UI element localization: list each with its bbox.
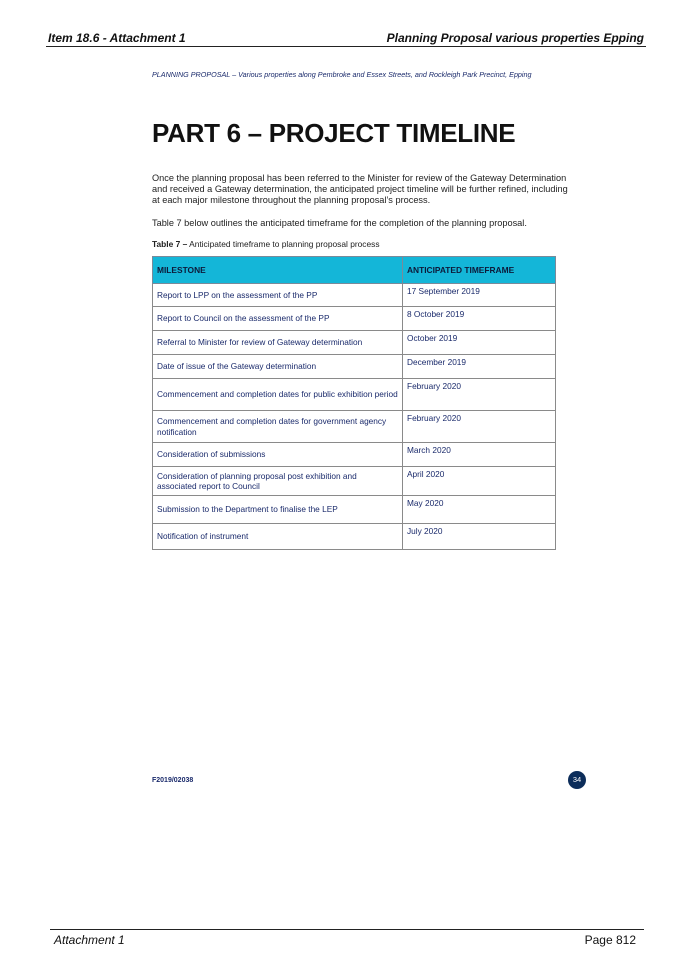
milestone-cell: Report to Council on the assessment of the PP — [153, 307, 403, 331]
table-caption-text: Anticipated timeframe to planning proposal process — [189, 239, 380, 249]
milestone-cell: Consideration of submissions — [153, 443, 403, 467]
table-row — [153, 443, 556, 467]
table-row — [153, 284, 556, 307]
document-running-header: PLANNING PROPOSAL – Various properties along Pembroke and Essex Streets, and Rockleigh Park Precinct, Epping — [152, 70, 532, 79]
timeframe-cell: March 2020 — [403, 443, 556, 467]
milestone-cell: Referral to Minister for review of Gateway determination — [153, 331, 403, 355]
footer-page-number: Page 812 — [584, 933, 636, 947]
intro-paragraph: Once the planning proposal has been referred to the Minister for review of the Gateway Determination and received a Gateway determination, the anticipated project timeline will be further refined, including at each major milestone throughout the planning proposal’s process. — [152, 173, 568, 206]
milestone-cell: Consideration of planning proposal post exhibition and associated report to Council — [153, 467, 403, 496]
milestone-cell: Commencement and completion dates for government agency notification — [153, 411, 403, 443]
timeframe-cell: February 2020 — [403, 379, 556, 411]
table-row — [153, 379, 556, 411]
table-caption — [152, 239, 380, 249]
milestone-cell: Date of issue of the Gateway determination — [153, 355, 403, 379]
page-title: PART 6 – PROJECT TIMELINE — [152, 118, 516, 148]
timeframe-cell: April 2020 — [403, 467, 556, 496]
timeframe-cell: 17 September 2019 — [403, 284, 556, 307]
milestone-cell: Report to LPP on the assessment of the PP — [153, 284, 403, 307]
milestone-cell: Submission to the Department to finalise the LEP — [153, 496, 403, 524]
file-reference: F2019/02038 — [152, 777, 194, 784]
timeframe-cell: 8 October 2019 — [403, 307, 556, 331]
table-row — [153, 496, 556, 524]
footer-attachment-label: Attachment 1 — [54, 933, 125, 947]
table-caption-label: Table 7 – — [152, 239, 188, 249]
timeframe-cell: July 2020 — [403, 524, 556, 550]
timeframe-cell: December 2019 — [403, 355, 556, 379]
milestone-cell: Notification of instrument — [153, 524, 403, 550]
column-header-timeframe: ANTICIPATED TIMEFRAME — [403, 257, 556, 284]
milestone-cell: Commencement and completion dates for public exhibition period — [153, 379, 403, 411]
page-header — [46, 30, 646, 47]
timeframe-cell: May 2020 — [403, 496, 556, 524]
table-intro-paragraph: Table 7 below outlines the anticipated timeframe for the completion of the planning proposal. — [152, 218, 527, 228]
table-row — [153, 467, 556, 496]
timeframe-cell: October 2019 — [403, 331, 556, 355]
column-header-milestone: MILESTONE — [153, 257, 403, 284]
timeframe-cell: February 2020 — [403, 411, 556, 443]
page-footer — [50, 929, 644, 948]
table-row — [153, 331, 556, 355]
table-row — [153, 307, 556, 331]
page-number-badge: 34 — [568, 771, 586, 789]
table-row — [153, 411, 556, 443]
header-document-title: Planning Proposal various properties Epping — [386, 31, 644, 45]
timeline-table — [152, 256, 556, 550]
table-row — [153, 524, 556, 550]
table-header-row — [153, 257, 556, 284]
table-row — [153, 355, 556, 379]
header-item-label: Item 18.6 - Attachment 1 — [48, 31, 186, 45]
